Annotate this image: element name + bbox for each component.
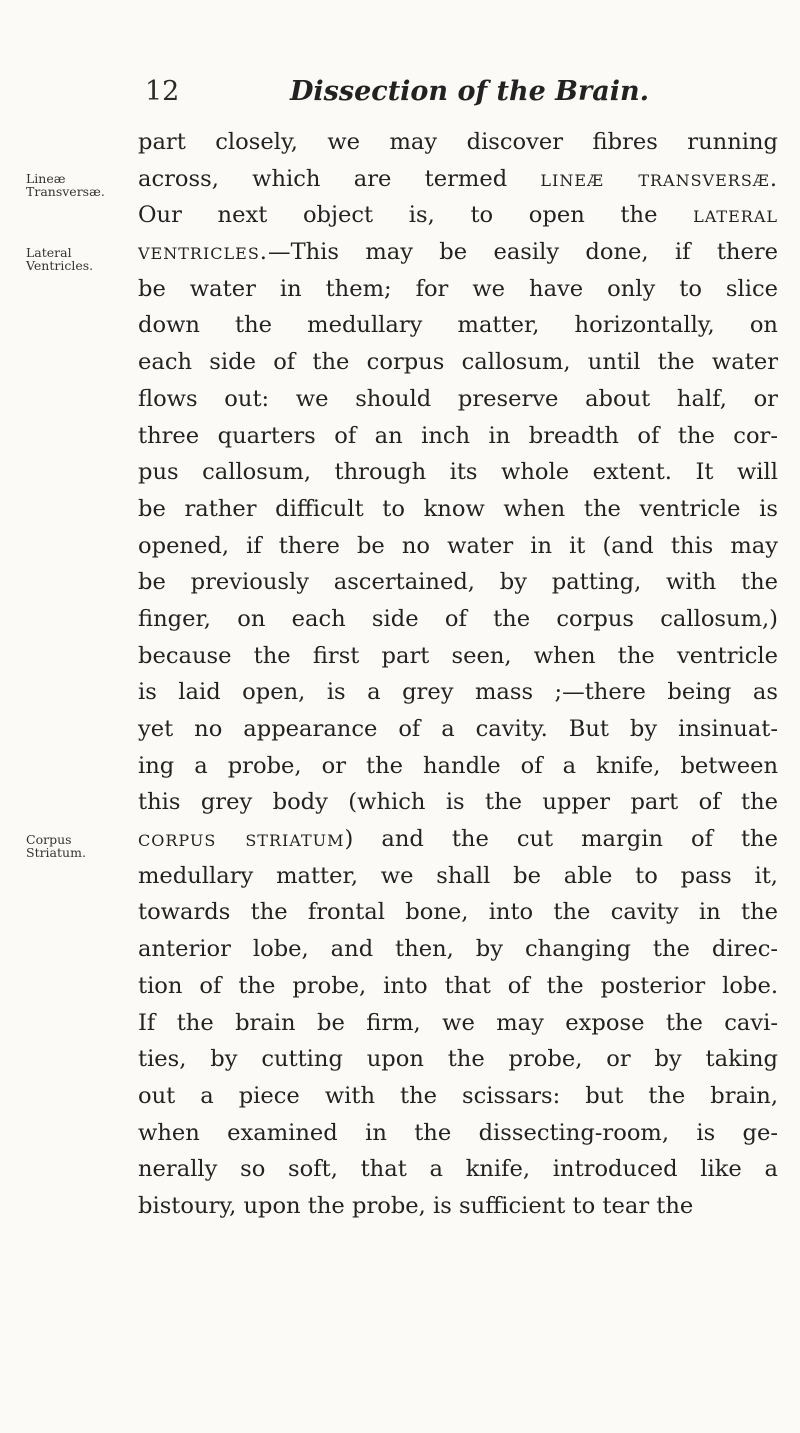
text-line: three quarters of an inch in breadth of the cor-: [138, 422, 778, 449]
margin-note-lineae-transversae: Lineæ Transversæ.: [26, 171, 105, 199]
text-line: be water in them; for we have only to slice: [138, 275, 778, 302]
text-line: ties, by cutting upon the probe, or by taking: [138, 1046, 778, 1073]
text-line: this grey body (which is the upper part of the: [138, 789, 778, 816]
text-line: opened, if there be no water in it (and this may: [138, 532, 778, 559]
text-line: is laid open, is a grey mass ;—there being as: [138, 679, 778, 706]
text-line: each side of the corpus callosum, until the water: [138, 349, 778, 376]
text-line: yet no appearance of a cavity. But by insinuat-: [138, 716, 778, 742]
text-line: corpus striatum) and the cut margin of the: [138, 826, 778, 853]
text-line: part closely, we may discover fibres running: [138, 129, 778, 155]
text-line: anterior lobe, and then, by changing the direc-: [138, 936, 778, 963]
running-header: [0, 76, 800, 116]
margin-note-corpus-striatum: Corpus Striatum.: [26, 832, 86, 860]
text-line: be previously ascertained, by patting, with the: [138, 569, 778, 596]
page-number: 12: [145, 76, 180, 107]
text-line: out a piece with the scissars: but the brain,: [138, 1082, 778, 1109]
text-line: medullary matter, we shall be able to pass it,: [138, 862, 778, 889]
term-lineae-transversae: lineæ transversæ.: [540, 165, 778, 192]
text-line: down the medullary matter, horizontally, on: [138, 312, 778, 339]
text-line: towards the frontal bone, into the cavity in the: [138, 899, 778, 926]
text-line: when examined in the dissecting-room, is ge-: [138, 1119, 778, 1146]
margin-note-lateral-ventricles: Lateral Ventricles.: [26, 245, 94, 273]
body-text: [138, 124, 778, 1225]
term-ventricles: ventricles.: [138, 239, 268, 266]
text-line: be rather difficult to know when the ventricle is: [138, 495, 778, 522]
text-line: ing a probe, or the handle of a knife, between: [138, 752, 778, 779]
text-line: tion of the probe, into that of the posterior lobe.: [138, 972, 778, 999]
running-title: Dissection of the Brain.: [290, 76, 649, 107]
text-line: nerally so soft, that a knife, introduced like a: [138, 1156, 778, 1183]
text-line: Our next object is, to open the lateral: [138, 202, 778, 229]
text-line: ventricles.—This may be easily done, if there: [138, 239, 778, 266]
term-lateral: lateral: [693, 202, 778, 229]
text-line: finger, on each side of the corpus callosum,): [138, 605, 778, 632]
text-line: flows out: we should preserve about half, or: [138, 385, 778, 412]
text-line: pus callosum, through its whole extent. It will: [138, 459, 778, 486]
text-line: across, which are termed lineæ transversæ.: [138, 165, 778, 192]
text-line: bistoury, upon the probe, is sufficient to tear the: [138, 1192, 694, 1219]
term-corpus-striatum: corpus striatum: [138, 826, 345, 853]
text-line: If the brain be firm, we may expose the cavi-: [138, 1009, 778, 1036]
text-line: because the first part seen, when the ventricle: [138, 642, 778, 669]
